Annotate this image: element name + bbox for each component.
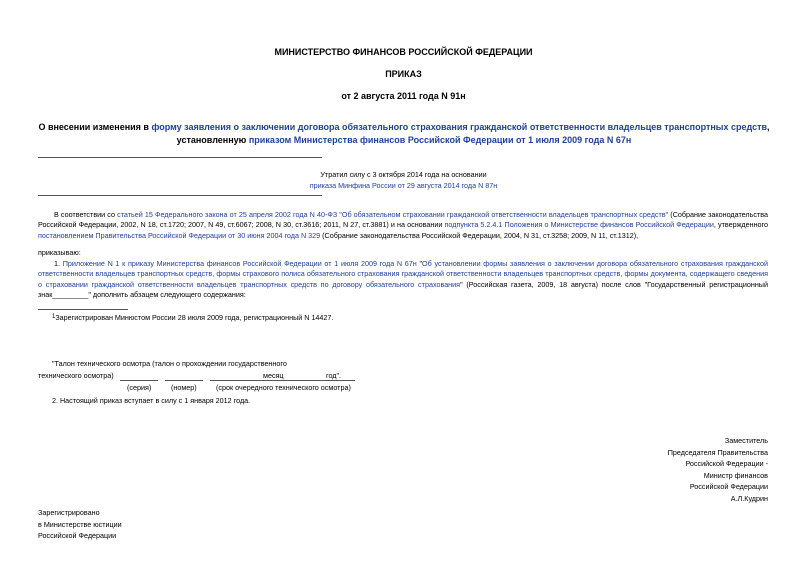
- item-1-rest: " (Российская газета, 2009, 18 августа) после слов "Государственный регистрационный знак_________" дополнить абзацем следующего содержания:: [38, 279, 768, 300]
- registration-line-3: Российской Федерации: [38, 531, 117, 541]
- divider-top: [38, 157, 322, 158]
- regulation-link[interactable]: подпункта 5.2.4.1 Положения о Министерстве финансов Российской Федерации: [444, 220, 714, 230]
- ministry-heading: МИНИСТЕРСТВО ФИНАНСОВ РОССИЙСКОЙ ФЕДЕРАЦИИ: [274, 47, 533, 57]
- title-form-link[interactable]: форму заявления о заключении договора обязательного страхования гражданской ответственности владельцев транспортных средств: [151, 122, 768, 132]
- footnote: [52, 313, 333, 323]
- preamble-paragraph: [38, 210, 768, 241]
- status-line1: Утратил силу с 3 октября 2014 года на основании: [320, 170, 487, 179]
- preamble-text-4: (Собрание законодательства Российской Федерации, 2004, N 31, ст.3258; 2009, N 11, ст.1312),: [320, 230, 639, 240]
- caption-number: (номер): [171, 383, 197, 392]
- caption-date: (срок очередного технического осмотра): [216, 383, 351, 392]
- series-blank: [120, 380, 158, 381]
- number-blank: [165, 380, 203, 381]
- document-date-number: от 2 августа 2011 года N 91н: [341, 91, 466, 101]
- forms-order-link[interactable]: Об установлении формы заявления о заключении договора обязательного страхования гражданской ответственности владельцев транспортных средств, формы страхового полиса обязательного страхования гражданской ответственности владельцев транспортных средств, формы документа, содержащего сведения о страховании гражданской ответственности владельцев транспортных средств по договору обязательного страхования: [38, 259, 768, 289]
- footnote-divider: [38, 309, 128, 310]
- title-order-link[interactable]: приказом Министерства финансов Российской Федерации от 1 июля 2009 года N 67н: [248, 134, 632, 145]
- item-1-paragraph: [38, 259, 768, 301]
- document-title: [30, 121, 778, 146]
- signature-name: А.Л.Кудрин: [730, 493, 768, 503]
- registration-line-2: в Министерстве юстиции: [38, 519, 122, 529]
- document-type: ПРИКАЗ: [385, 69, 422, 79]
- repeal-order-link[interactable]: приказа Минфина России от 29 августа 2014 года N 87н: [309, 181, 498, 190]
- registration-block: [38, 507, 122, 542]
- preamble-text-1: В соответствии со: [54, 210, 118, 219]
- caption-series: (серия): [127, 383, 152, 392]
- preamble-text-2: (Собрание законодательства Российской Федерации, 2002, N 18, ст.1720; 2007, N 49, ст.6067; 2008, N 30, ст.3616; 2011, N 27, ст.3881) и на основании: [38, 210, 768, 230]
- appendix-link[interactable]: Приложение N 1 к приказу Министерства финансов Российской Федерации от 1 июля 2009 года N 67н: [62, 259, 417, 268]
- order-word: приказываю:: [38, 248, 81, 257]
- insert-month: месяц: [263, 371, 284, 380]
- signature-line-1: Заместитель: [724, 436, 768, 445]
- insert-line-2: технического осмотра): [38, 371, 114, 380]
- insert-line-1: "Талон технического осмотра (талон о прохождении государственного: [52, 359, 287, 368]
- law-article-link[interactable]: статьей 15 Федерального закона от 25 апреля 2002 года N 40-ФЗ "Об обязательном страховании гражданской ответственности владельцев транспортных средств": [117, 210, 669, 219]
- signature-block: [668, 435, 768, 504]
- signature-line-4: Министр финансов: [703, 470, 768, 480]
- item-2-paragraph: 2. Настоящий приказ вступает в силу с 1 января 2012 года.: [52, 396, 251, 405]
- government-decree-link[interactable]: постановлением Правительства Российской Федерации от 30 июня 2004 года N 329: [38, 230, 321, 240]
- preamble-text-3: , утвержденного: [713, 220, 768, 230]
- title-mid: , установленную: [176, 122, 770, 145]
- title-prefix: О внесении изменения в: [38, 122, 152, 132]
- signature-line-5: Российской Федерации: [689, 482, 768, 492]
- item-1-quote: ": [416, 259, 423, 268]
- signature-line-2: Председателя Правительства: [667, 447, 768, 457]
- registration-line-1: Зарегистрировано: [38, 508, 100, 517]
- item-1-number: 1.: [54, 259, 63, 268]
- divider-status: [38, 195, 322, 196]
- signature-line-3: Российской Федерации -: [685, 459, 768, 469]
- footnote-text: Зарегистрирован Минюстом России 28 июля 2009 года, регистрационный N 14427.: [55, 313, 334, 322]
- insert-year: год".: [326, 371, 342, 380]
- footnote-mark: 1: [52, 314, 56, 320]
